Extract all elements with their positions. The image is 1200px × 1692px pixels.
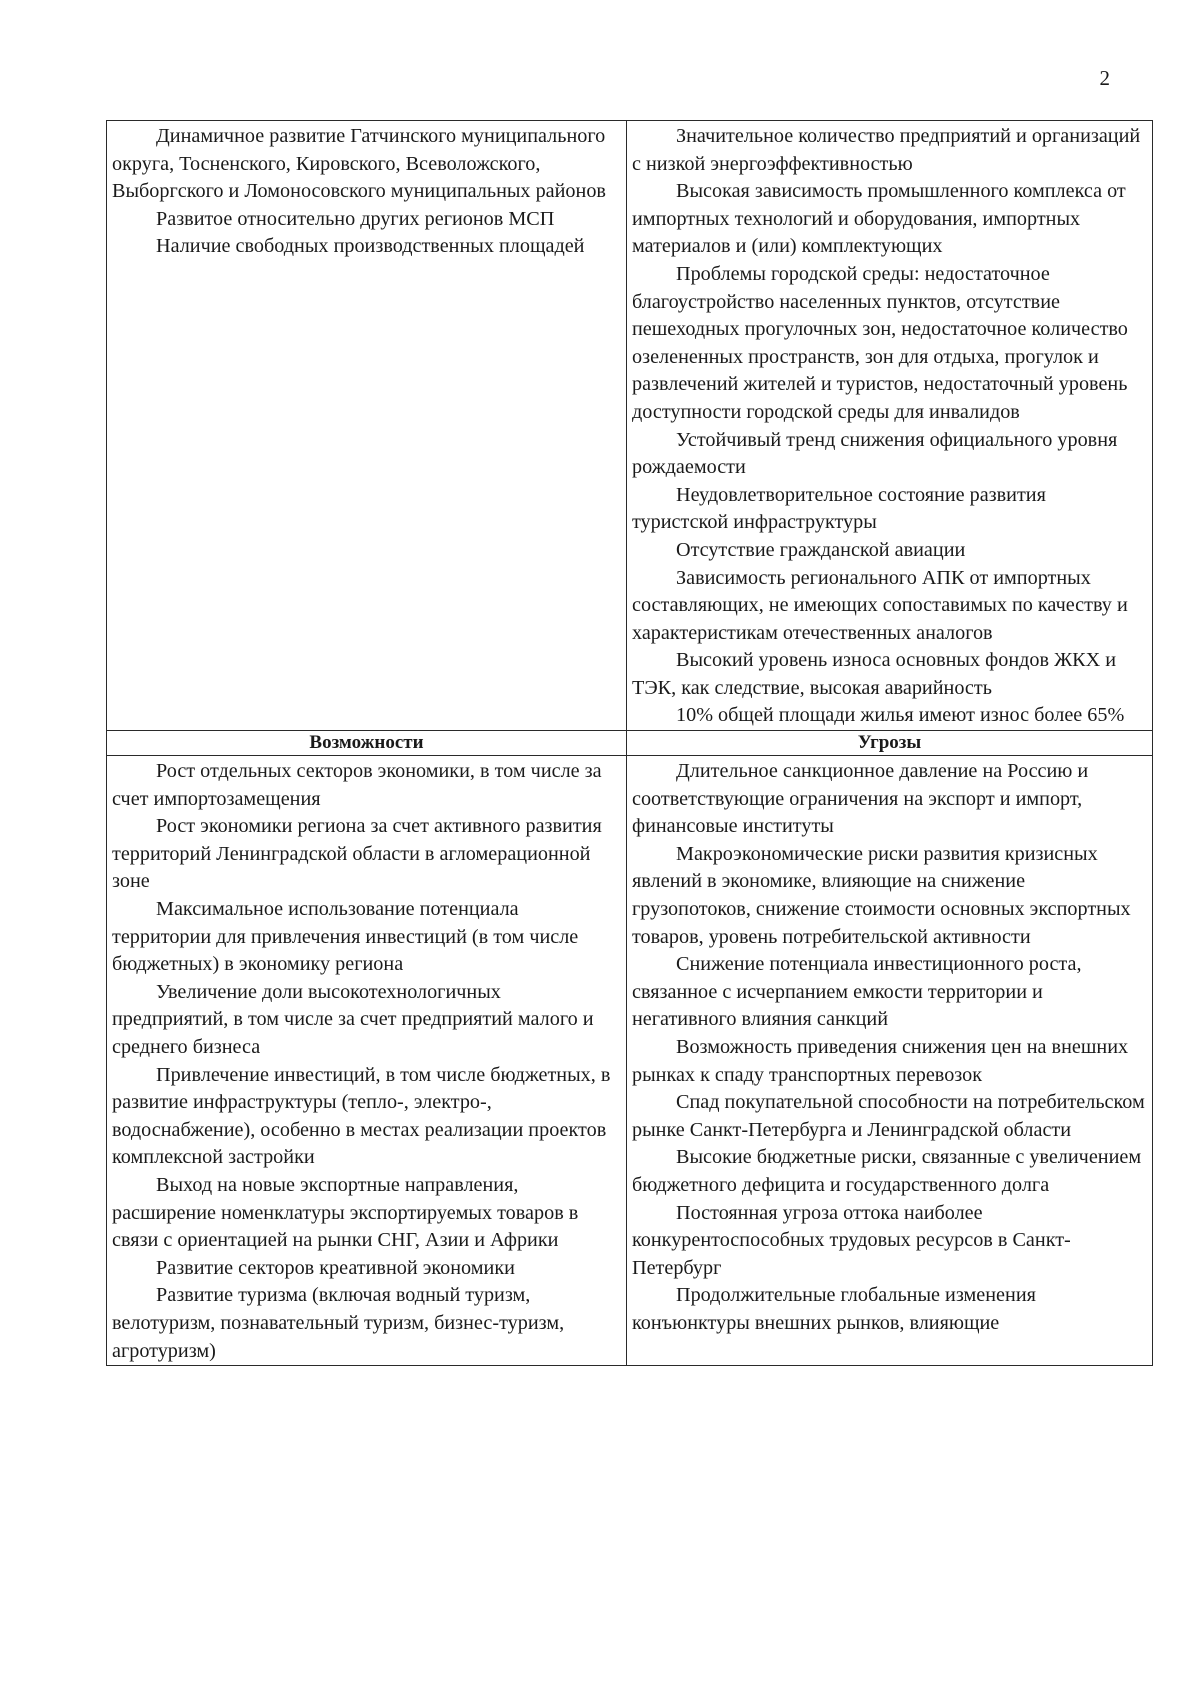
list-item: Зависимость регионального АПК от импортных составляющих, не имеющих сопоставимых по качеству и характеристикам отечественных аналогов: [632, 566, 1128, 644]
list-item: Макроэкономические риски развития кризисных явлений в экономике, влияющие на снижение грузопотоков, снижение стоимости основных экспортных товаров, уровень потребительской активности: [632, 842, 1131, 948]
opportunities-threats-row: [107, 756, 1153, 1366]
list-item: Отсутствие гражданской авиации: [676, 538, 966, 561]
opportunities-cell: [107, 756, 627, 1366]
list-item: Устойчивый тренд снижения официального уровня рождаемости: [632, 428, 1118, 479]
list-item: Развитие секторов креативной экономики: [156, 1256, 515, 1279]
threats-header: Угрозы: [627, 731, 1153, 756]
list-item: Высокий уровень износа основных фондов ЖКХ и ТЭК, как следствие, высокая аварийность: [632, 649, 1117, 699]
list-item: Снижение потенциала инвестиционного роста, связанное с исчерпанием емкости территории и негативного влияния санкций: [632, 953, 1082, 1031]
list-item: Значительное количество предприятий и организаций с низкой энергоэффективностью: [632, 125, 1141, 175]
list-item: Увеличение доли высокотехнологичных предприятий, в том числе за счет предприятий малого и среднего бизнеса: [112, 980, 594, 1058]
weaknesses-cell: [627, 121, 1153, 731]
list-item: Спад покупательной способности на потребительском рынке Санкт-Петербурга и Ленинградской области: [632, 1091, 1145, 1141]
threats-cell: [627, 756, 1153, 1366]
list-item: Рост отдельных секторов экономики, в том числе за счет импортозамещения: [112, 760, 602, 810]
list-item: Высокие бюджетные риски, связанные с увеличением бюджетного дефицита и государственного долга: [632, 1146, 1142, 1196]
list-item: Динамичное развитие Гатчинского муниципального округа, Тосненского, Кировского, Всеволожского, Выборгского и Ломоносовского муниципальных районов: [112, 125, 606, 203]
list-item: 10% общей площади жилья имеют износ более 65%: [676, 704, 1125, 727]
list-item: Развитие туризма (включая водный туризм, велотуризм, познавательный туризм, бизнес-туризм, агротуризм): [112, 1284, 565, 1362]
list-item: Максимальное использование потенциала территории для привлечения инвестиций (в том числе бюджетных) в экономику региона: [112, 898, 579, 976]
opportunities-header: Возможности: [107, 731, 627, 756]
list-item: Выход на новые экспортные направления, расширение номенклатуры экспортируемых товаров в связи с ориентацией на рынки СНГ, Азии и Африки: [112, 1173, 579, 1252]
list-item: Длительное санкционное давление на Россию и соответствующие ограничения на экспорт и импорт, финансовые институты: [632, 760, 1089, 838]
list-item: Привлечение инвестиций, в том числе бюджетных, в развитие инфраструктуры (тепло-, электро-, водоснабжение), особенно в местах реализации проектов комплексной застройки: [112, 1063, 611, 1169]
list-item: Постоянная угроза оттока наиболее конкурентоспособных трудовых ресурсов в Санкт-Петербург: [632, 1201, 1071, 1279]
list-item: Продолжительные глобальные изменения конъюнктуры внешних рынков, влияющие: [632, 1284, 1036, 1334]
page-number: 2: [1099, 66, 1110, 90]
strengths-cell: [107, 121, 627, 731]
list-item: Наличие свободных производственных площадей: [156, 235, 585, 258]
list-item: Неудовлетворительное состояние развития туристской инфраструктуры: [632, 483, 1046, 534]
list-item: Возможность приведения снижения цен на внешних рынках к спаду транспортных перевозок: [632, 1036, 1129, 1086]
header-row: [107, 731, 1153, 756]
list-item: Высокая зависимость промышленного комплекса от импортных технологий и оборудования, импортных материалов и (или) комплектующих: [632, 180, 1126, 258]
list-item: Развитое относительно других регионов МСП: [156, 207, 555, 230]
list-item: Рост экономики региона за счет активного развития территорий Ленинградской области в агломерационной зоне: [112, 815, 602, 893]
list-item: Проблемы городской среды: недостаточное благоустройство населенных пунктов, отсутствие пешеходных прогулочных зон, недостаточное количество озелененных пространств, зон для отдыха, прогулок и развлечений жителей и туристов, недостаточный уровень доступности городской среды для инвалидов: [632, 262, 1128, 423]
swot-table: [106, 120, 1153, 1366]
strengths-weaknesses-row: [107, 121, 1153, 731]
